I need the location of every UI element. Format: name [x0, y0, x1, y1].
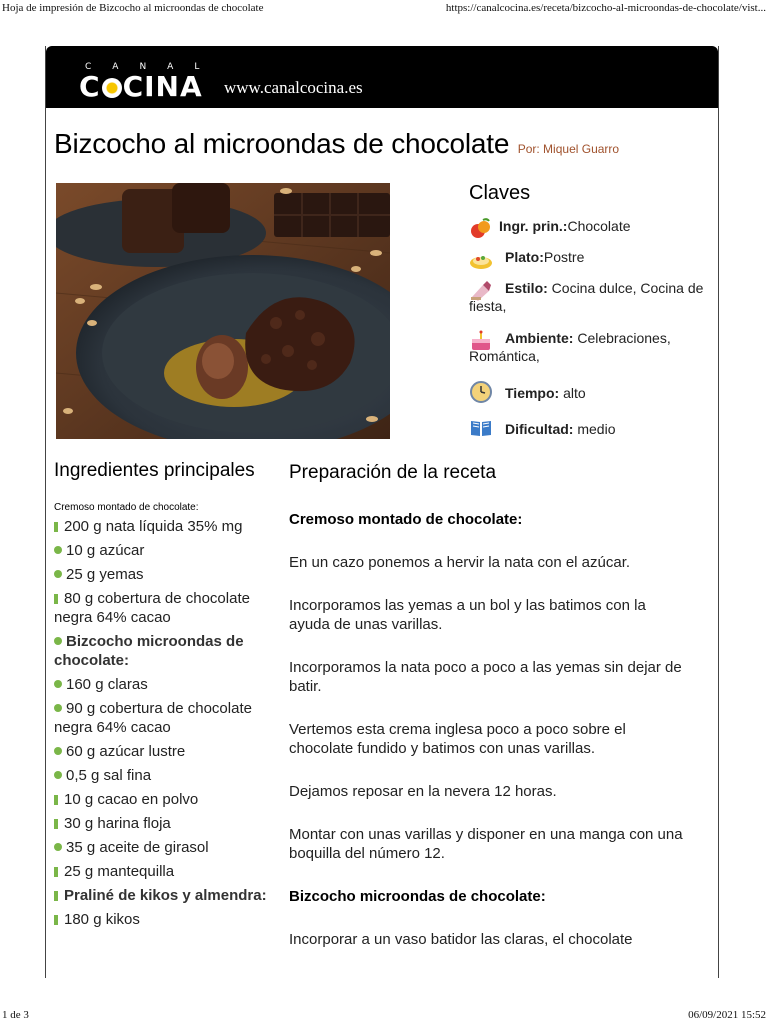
preparation-step: Dejamos reposar en la nevera 12 horas. — [289, 783, 557, 800]
bullet-dot-icon — [54, 637, 62, 645]
ingredient-text: 0,5 g sal fina — [66, 767, 152, 784]
ingredient-item — [54, 766, 274, 785]
preparation-step: Incorporamos las yemas a un bol y las batimos con la ayuda de unas varillas. — [289, 597, 646, 633]
bullet-dot-icon — [54, 680, 62, 688]
preparation-step: Vertemos esta crema inglesa poco a poco sobre el chocolate fundido y batimos con unas varillas. — [289, 721, 626, 757]
ingredient-item — [54, 699, 274, 737]
bullet-bar-icon — [54, 915, 58, 925]
clave-ingredient: Ingr. prin.:Chocolate — [469, 217, 704, 235]
bullet-dot-icon — [54, 704, 62, 712]
print-footer — [0, 1006, 768, 1024]
chocolate-cake-photo — [56, 183, 390, 439]
clave-difficulty: Dificultad: medio — [469, 416, 704, 438]
title-row — [54, 128, 714, 160]
ingredient-text: 10 g azúcar — [66, 542, 145, 559]
ingredients-subheading: Cremoso montado de chocolate: — [54, 502, 199, 513]
ingredient-item — [54, 790, 274, 809]
ingredient-text: 35 g aceite de girasol — [66, 839, 209, 856]
ingredients-heading: Ingredientes principales — [54, 460, 255, 481]
ingredient-item — [54, 589, 274, 627]
egg-yolk-icon — [102, 78, 122, 98]
bullet-bar-icon — [54, 891, 58, 901]
ingredient-text: Bizcocho microondas de chocolate: — [54, 633, 244, 669]
claves-heading: Claves — [469, 182, 531, 204]
ingredient-text: 90 g cobertura de chocolate negra 64% cacao — [54, 700, 252, 736]
ingredient-item — [54, 742, 274, 761]
bullet-dot-icon — [54, 570, 62, 578]
bullet-bar-icon — [54, 795, 58, 805]
clave-time: Tiempo: alto — [469, 380, 704, 402]
preparation-step: Incorporamos la nata poco a poco a las yemas sin dejar de batir. — [289, 659, 682, 695]
print-page-title: Hoja de impresión de Bizcocho al microondas de chocolate — [2, 2, 264, 14]
ingredient-text: 30 g harina floja — [64, 815, 171, 832]
ingredient-item — [54, 517, 274, 536]
preparation-step: Incorporar a un vaso batidor las claras, el chocolate — [289, 931, 633, 948]
preparation-subheading: Cremoso montado de chocolate: — [289, 511, 523, 528]
ingredient-item — [54, 838, 274, 857]
logo-canal-text: CANAL — [85, 62, 221, 72]
bullet-bar-icon — [54, 867, 58, 877]
preparation-steps — [289, 510, 689, 949]
clave-ambience: Ambiente: Celebraciones, Romántica, — [469, 330, 671, 364]
preparation-heading: Preparación de la receta — [289, 462, 497, 483]
ingredient-text: 180 g kikos — [64, 911, 140, 928]
recipe-page — [45, 46, 719, 978]
site-banner — [46, 46, 718, 108]
ingredient-text: 60 g azúcar lustre — [66, 743, 186, 760]
print-page-counter: 1 de 3 — [2, 1009, 29, 1021]
ingredients-section — [54, 460, 274, 934]
print-header — [0, 0, 768, 18]
recipe-author[interactable]: Por: Miquel Guarro — [517, 142, 620, 156]
recipe-title: Bizcocho al microondas de chocolate — [54, 128, 510, 159]
preparation-section — [289, 462, 689, 973]
preparation-step: En un cazo ponemos a hervir la nata con el azúcar. — [289, 554, 631, 571]
ingredient-text: 200 g nata líquida 35% mg — [64, 518, 243, 535]
ingredient-text: Praliné de kikos y almendra: — [64, 887, 267, 904]
ingredient-text: 25 g mantequilla — [64, 863, 175, 880]
ingredient-text: 80 g cobertura de chocolate negra 64% cacao — [54, 590, 250, 626]
clave-dish: Plato:Postre — [469, 248, 704, 266]
claves-panel — [469, 182, 704, 438]
bullet-bar-icon — [54, 594, 58, 604]
clave-style: Estilo: Cocina dulce, Cocina de fiesta, — [469, 280, 704, 314]
bullet-bar-icon — [54, 522, 58, 532]
print-url: https://canalcocina.es/receta/bizcocho-al-microondas-de-chocolate/vist... — [445, 2, 766, 14]
bullet-dot-icon — [54, 546, 62, 554]
ingredient-item — [54, 675, 274, 694]
ingredient-text: 160 g claras — [66, 676, 148, 693]
logo-cocina-text: C CINA — [79, 70, 203, 103]
bullet-dot-icon — [54, 747, 62, 755]
bullet-dot-icon — [54, 843, 62, 851]
preparation-step: Montar con unas varillas y disponer en una manga con una boquilla del número 12. — [289, 826, 683, 862]
ingredient-text: 25 g yemas — [66, 566, 144, 583]
ingredient-text: 10 g cacao en polvo — [64, 791, 199, 808]
ingredients-list — [54, 517, 274, 929]
ingredient-item — [54, 541, 274, 560]
bullet-dot-icon — [54, 771, 62, 779]
ingredient-item — [54, 910, 274, 929]
ingredient-group-heading — [54, 632, 274, 670]
site-url[interactable]: www.canalcocina.es — [224, 78, 363, 97]
recipe-photo — [56, 183, 390, 439]
ingredient-item — [54, 565, 274, 584]
bullet-bar-icon — [54, 819, 58, 829]
preparation-subheading: Bizcocho microondas de chocolate: — [289, 888, 546, 905]
print-datetime: 06/09/2021 15:52 — [688, 1009, 766, 1021]
canal-cocina-logo[interactable] — [79, 60, 221, 103]
ingredient-group-heading — [54, 886, 274, 905]
ingredient-item — [54, 862, 274, 881]
ingredient-item — [54, 814, 274, 833]
